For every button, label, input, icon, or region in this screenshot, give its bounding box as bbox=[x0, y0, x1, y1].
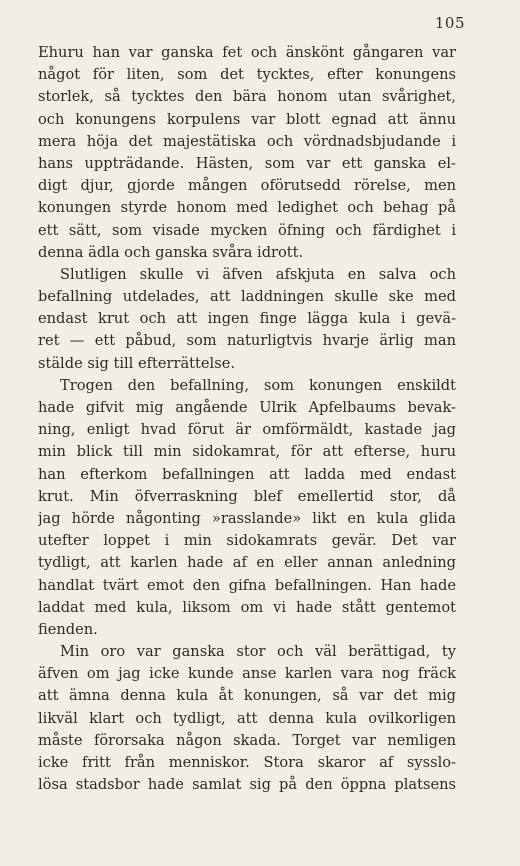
text-line: Trogen den befallning, som konungen enskildt bbox=[60, 376, 456, 394]
text-line: konungen styrde honom med ledighet och behag på bbox=[38, 199, 456, 217]
text-line: krut. Min öfverraskning blef emellertid stor, då bbox=[38, 487, 456, 505]
text-line: utefter loppet i min sidokamrats gevär. Det var bbox=[38, 532, 456, 550]
text-line: jag hörde någonting »rasslande» likt en kula glida bbox=[38, 509, 456, 527]
book-text bbox=[38, 42, 456, 796]
text-line: lösa stadsbor hade samlat sig på den öppna platsens bbox=[38, 776, 456, 794]
text-line: endast krut och att ingen finge lägga kula i gevä- bbox=[38, 310, 456, 328]
text-line: mera höja det majestätiska och vördnadsbjudande i bbox=[38, 132, 456, 150]
text-line: fienden. bbox=[38, 620, 98, 638]
text-line: Ehuru han var ganska fet och änskönt gångaren var bbox=[38, 44, 456, 61]
text-line: likväl klart och tydligt, att denna kula ovilkorligen bbox=[38, 709, 456, 727]
text-line: han efterkom befallningen att ladda med endast bbox=[38, 465, 456, 483]
text-line: storlek, så tycktes den bära honom utan svårighet, bbox=[38, 88, 456, 106]
text-line: att ämna denna kula åt konungen, så var det mig bbox=[38, 687, 456, 705]
text-line: måste förorsaka någon skada. Torget var nemligen bbox=[38, 731, 456, 749]
text-line: handlat tvärt emot den gifna befallningen. Han hade bbox=[38, 576, 456, 594]
text-line: Min oro var ganska stor och väl berättigad, ty bbox=[60, 643, 456, 661]
text-line: befallning utdelades, att laddningen skulle ske med bbox=[38, 288, 456, 306]
text-line: icke fritt från menniskor. Stora skaror af sysslo- bbox=[38, 754, 456, 771]
page-number: 105 bbox=[434, 14, 465, 32]
text-line: digt djur, gjorde mången oförutsedd rörelse, men bbox=[38, 177, 456, 195]
text-line: ret — ett påbud, som naturligtvis hvarje ärlig man bbox=[38, 332, 456, 350]
text-line: ning, enligt hvad förut är omförmäldt, kastade jag bbox=[38, 421, 456, 439]
text-line: hans uppträdande. Hästen, som var ett ganska el- bbox=[38, 154, 456, 172]
text-line: hade gifvit mig angående Ulrik Apfelbaums bevak- bbox=[38, 399, 456, 416]
text-line: och konungens korpulens var blott egnad att ännu bbox=[38, 110, 456, 128]
text-line: äfven om jag icke kunde anse karlen vara nog fräck bbox=[38, 665, 456, 683]
text-line: ett sätt, som visade mycken öfning och färdighet i bbox=[38, 221, 456, 239]
text-line: stälde sig till efterrättelse. bbox=[38, 354, 235, 372]
text-line: tydligt, att karlen hade af en eller annan anledning bbox=[38, 554, 456, 572]
text-line: min blick till min sidokamrat, för att efterse, huru bbox=[38, 443, 456, 461]
text-line: laddat med kula, liksom om vi hade stått gentemot bbox=[38, 598, 456, 616]
text-line: denna ädla och ganska svåra idrott. bbox=[38, 243, 304, 261]
text-line: något för liten, som det tycktes, efter konungens bbox=[38, 66, 456, 84]
text-line: Slutligen skulle vi äfven afskjuta en salva och bbox=[60, 265, 456, 283]
